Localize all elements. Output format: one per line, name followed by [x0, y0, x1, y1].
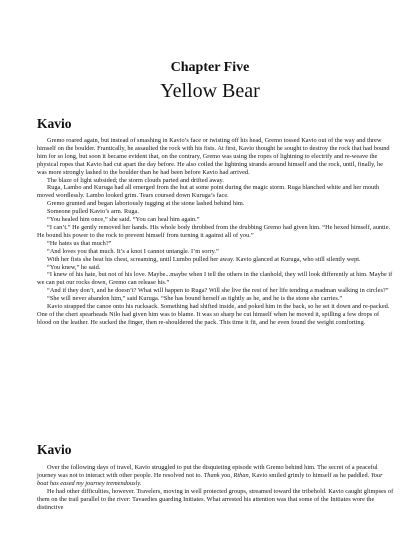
paragraph: “I knew of his hate, but not of his love. Maybe...maybe when I tell the others in the clanhold, they will look differently at him. Maybe if we can put our rocks down, Gremo can release his.”: [37, 271, 393, 287]
paragraph: “She will never abandon him,” said Kuruga. “She has bound herself as tightly as he, and he is the stone she carries.”: [47, 295, 343, 303]
chapter-label: Chapter Five: [170, 60, 250, 75]
section-body: [37, 464, 394, 511]
section-heading: Kavio: [37, 116, 72, 131]
paragraph: The blaze of light subsided; the storm clouds parted and drifted away.: [47, 176, 224, 184]
paragraph: Gremo roared again, but instead of smashing in Kavio’s face or twisting off his head, Gremo tossed Kavio out of the way and threw himself on the boulder. Frantically, he assaulted the rock with his fists. At first, Kavio thought he sought to destroy the rock that had bound him for so long, but soon it became evident that, on the contrary, Gremo was using the ropes of lightning to electrify and re-weave the physical ropes that Kavio had cut apart the day before. He also coiled the lightning strands around himself and the rock, until, finally, he was more strongly lashed to the boulder than he had been before Kavio had arrived.: [37, 137, 390, 176]
paragraph: “You knew,” he said.: [47, 263, 101, 271]
paragraph: “And if they don’t, and he doesn’t? What will happen to Ruga? Will she live the rest of her life tending a madman walking in circles?”: [47, 287, 389, 295]
section-body: [37, 137, 394, 327]
paragraph: He had other difficulties, however. Travelers, moving in well protected groups, streamed toward the tribehold. Kavio caught glimpses of them on the trail parallel to the river: Tavaedies guarding Initiates. What arrested his attention was that some of the Initiates wore the distinctive: [37, 487, 394, 511]
paragraph: Kavio strapped the canoe onto his rucksack. Something had shifted inside, and poked him in the back, so he set it down and re-packed. One of the chert spearheads Nilo had given him was to blame. It was so sharp he cut himself when he moved it, spilling a few drops of blood on the leather. He sucked the finger, then re-shouldered the pack. This time it fit, and he even found the weight comforting.: [37, 303, 390, 326]
paragraph: Someone pulled Kavio’s arm. Ruga.: [47, 208, 139, 216]
paragraph: Ruga, Lambo and Kuruga had all emerged from the hut at some point during the magic storm. Ruga blanched white and her mouth moved wordlessly. Lambo looked grim. Tears coursed down Kuruga’s face.: [37, 184, 380, 200]
chapter-title: Yellow Bear: [160, 80, 260, 102]
section-heading: Kavio: [37, 442, 72, 457]
paragraph: With her fists she beat his chest, screaming, until Lumbo pulled her away. Kavio glanced at Kuruga, who still silently wept.: [47, 255, 361, 263]
paragraph: Over the following days of travel, Kavio struggled to put the disquieting episode with Gremo behind him. The secret of a peaceful journey was not to interact with other people. He resolved not to. Thank you, Rthan, Kavio smiled grimly to himself as he paddled. Your boat has eased my journey tremendously.: [37, 464, 383, 487]
paragraph: Gremo grunted and began laboriously tugging at the stone lashed behind him.: [47, 200, 245, 208]
paragraph: “He hates us that much?”: [47, 239, 112, 247]
paragraph: “You healed him once,” she said. “You can heal him again.”: [47, 216, 200, 224]
paragraph: “And loves you that much. It’s a knot I cannot untangle. I’m sorry.”: [47, 247, 219, 255]
paragraph: “I can’t.” He gently removed her hands. His whole body throbbed from the drubbing Gremo had given him. “He hexed himself, auntie. He bound his power to the rock to prevent himself from turning it against all of you.”: [37, 223, 391, 239]
